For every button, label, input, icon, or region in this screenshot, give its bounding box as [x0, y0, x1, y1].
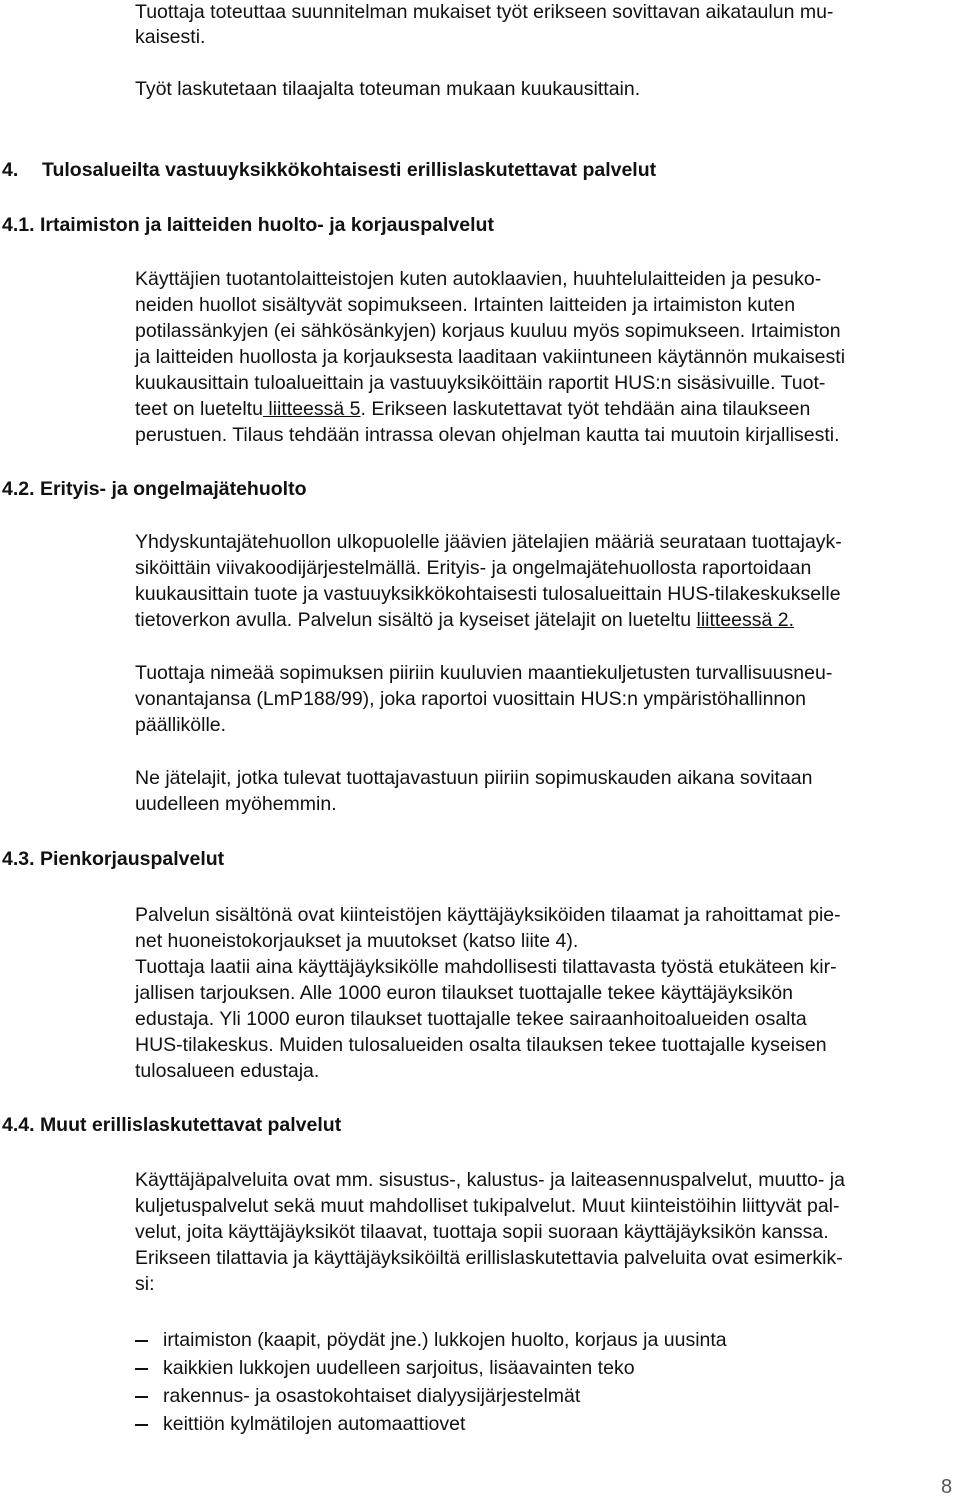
paragraph-line: perustuen. Tilaus tehdään intrassa olevan ohjelman kautta tai muutoin kirjallisesti.	[135, 424, 840, 446]
text-segment: tietoverkon avulla. Palvelun sisältö ja kyseiset jätelajit on lueteltu	[135, 609, 697, 631]
paragraph-line: päällikölle.	[135, 714, 227, 736]
paragraph-line: potilassänkyjen (ei sähkösänkyjen) korjaus kuuluu myös sopimukseen. Irtaimiston	[135, 320, 841, 342]
intro-line: Työt laskutetaan tilaajalta toteuman mukaan kuukausittain.	[135, 78, 641, 100]
dash-bullet-icon	[135, 1368, 148, 1370]
paragraph-line: si:	[135, 1273, 155, 1295]
paragraph-line: Käyttäjäpalveluita ovat mm. sisustus-, kalustus- ja laiteasennuspalvelut, muutto- ja	[135, 1169, 845, 1191]
dash-bullet-icon	[135, 1340, 148, 1342]
paragraph-line: tulosalueen edustaja.	[135, 1060, 320, 1082]
paragraph-line: neiden huollot sisältyvät sopimukseen. Irtainten laitteiden ja irtaimiston kuten	[135, 294, 796, 316]
paragraph-line: Tuottaja nimeää sopimuksen piiriin kuuluvien maantiekuljetusten turvallisuusneu-	[135, 662, 833, 684]
list-item: rakennus- ja osastokohtaiset dialyysijärjestelmät	[163, 1385, 581, 1407]
paragraph-line: Ne jätelajit, jotka tulevat tuottajavastuun piiriin sopimuskauden aikana sovitaan	[135, 767, 813, 789]
paragraph-line: siköittäin viivakoodijärjestelmällä. Erityis- ja ongelmajätehuollosta raportoidaan	[135, 557, 812, 579]
paragraph-line: Palvelun sisältönä ovat kiinteistöjen käyttäjäyksiköiden tilaamat ja rahoittamat pie-	[135, 904, 841, 926]
section-4-4-heading: 4.4. Muut erillislaskutettavat palvelut	[2, 1114, 342, 1136]
section-4-title: Tulosalueilta vastuuyksikkökohtaisesti erillislaskutettavat palvelut	[42, 159, 657, 181]
paragraph-line	[135, 396, 810, 422]
paragraph-line: jallisen tarjouksen. Alle 1000 euron tilaukset tuottajalle tekee käyttäjäyksikön	[135, 982, 793, 1004]
paragraph-line: Tuottaja laatii aina käyttäjäyksikölle mahdollisesti tilattavasta työstä etukäteen kir-	[135, 956, 837, 978]
paragraph-line: ja laitteiden huollosta ja korjauksesta laaditaan vakiintuneen käytännön mukaisesti	[135, 346, 846, 368]
text-segment: teet on lueteltu	[135, 398, 263, 420]
intro-line: Tuottaja toteuttaa suunnitelman mukaiset työt erikseen sovittavan aikataulun mu-	[135, 1, 834, 23]
paragraph-line: HUS-tilakeskus. Muiden tulosalueiden osalta tilauksen tekee tuottajalle kyseisen	[135, 1034, 827, 1056]
appendix-2-link[interactable]: liitteessä 2.	[696, 609, 795, 631]
paragraph-line: edustaja. Yli 1000 euron tilaukset tuottajalle tekee sairaanhoitoalueiden osalta	[135, 1008, 807, 1030]
page-number: 8	[941, 1476, 953, 1498]
paragraph-line: kuljetuspalvelut sekä muut mahdolliset tukipalvelut. Muut kiinteistöihin liittyvät pal-	[135, 1195, 840, 1217]
section-4-3-heading: 4.3. Pienkorjauspalvelut	[2, 848, 225, 870]
list-item: irtaimiston (kaapit, pöydät jne.) lukkojen huolto, korjaus ja uusinta	[163, 1329, 727, 1351]
paragraph-line: uudelleen myöhemmin.	[135, 793, 337, 815]
paragraph-line: vonantajansa (LmP188/99), joka raportoi vuosittain HUS:n ympäristöhallinnon	[135, 688, 806, 710]
paragraph-line: kuukausittain tuote ja vastuuyksikkökohtaisesti tulosalueittain HUS-tilakeskukselle	[135, 583, 841, 605]
paragraph-line: velut, joita käyttäjäyksiköt tilaavat, tuottaja sopii suoraan käyttäjäyksikön kanssa.	[135, 1221, 829, 1243]
paragraph-line	[135, 607, 794, 633]
paragraph-line: Käyttäjien tuotantolaitteistojen kuten autoklaavien, huuhtelulaitteiden ja pesuko-	[135, 268, 822, 290]
dash-bullet-icon	[135, 1424, 148, 1426]
appendix-5-link[interactable]: liitteessä 5	[262, 398, 361, 420]
list-item: kaikkien lukkojen uudelleen sarjoitus, lisäavainten teko	[163, 1357, 635, 1379]
paragraph-line: net huoneistokorjaukset ja muutokset (katso liite 4).	[135, 930, 579, 952]
intro-line: kaisesti.	[135, 26, 206, 48]
list-item: keittiön kylmätilojen automaattiovet	[163, 1413, 466, 1435]
section-4-1-heading: 4.1. Irtaimiston ja laitteiden huolto- ja korjauspalvelut	[2, 214, 494, 236]
paragraph-line: kuukausittain tuloalueittain ja vastuuyksiköittäin raportit HUS:n sisäsivuille. Tuot-	[135, 372, 826, 394]
paragraph-line: Erikseen tilattavia ja käyttäjäyksiköiltä erillislaskutettavia palveluita ovat esimerkik-	[135, 1247, 843, 1269]
paragraph-line: Yhdyskuntajätehuollon ulkopuolelle jäävien jätelajien määriä seurataan tuottajayk-	[135, 531, 842, 553]
dash-bullet-icon	[135, 1396, 148, 1398]
section-4-number: 4.	[2, 159, 19, 181]
section-4-2-heading: 4.2. Erityis- ja ongelmajätehuolto	[2, 478, 307, 500]
text-segment: . Erikseen laskutettavat työt tehdään aina tilaukseen	[360, 398, 811, 420]
